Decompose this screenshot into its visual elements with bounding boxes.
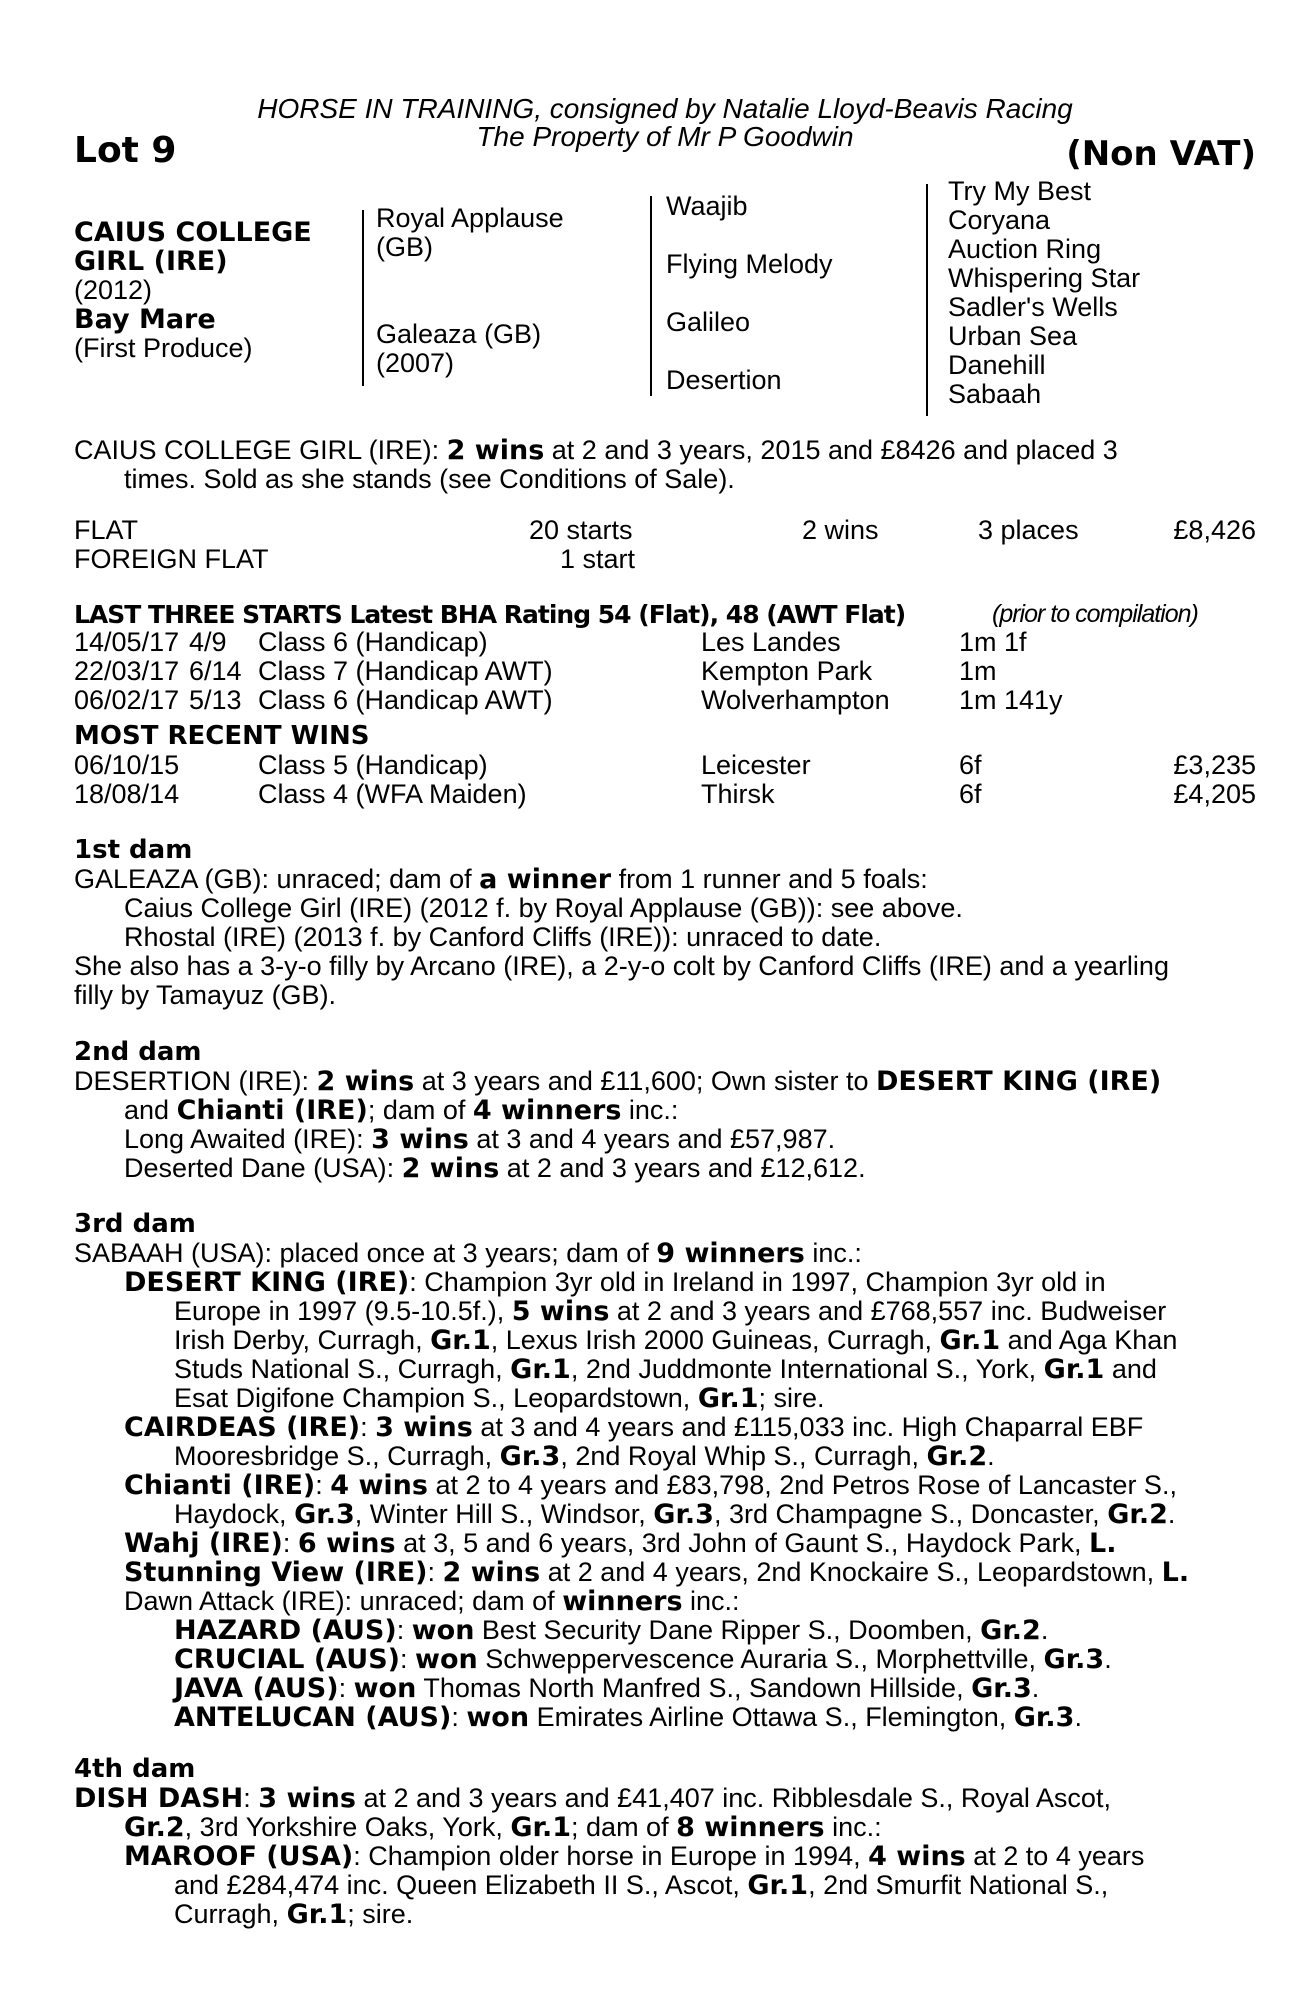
win-distance: 6f — [959, 779, 982, 809]
start-row — [74, 628, 1256, 657]
start-race: Class 7 (Handicap AWT) — [258, 656, 553, 686]
pedigree-divider-2 — [650, 196, 652, 396]
text: Gr.3 — [971, 1673, 1032, 1704]
pedigree-divider-3 — [926, 184, 928, 416]
text: Gr.1 — [286, 1899, 348, 1930]
summary-line2: times. Sold as she stands (see Conditions of Sale). — [124, 464, 735, 494]
text: inc.: — [682, 1586, 740, 1616]
text: , 2nd Royal Whip S., Curragh, — [560, 1441, 927, 1471]
text: Long Awaited (IRE): — [124, 1124, 372, 1154]
first-dam-line1 — [74, 865, 1256, 894]
record-starts: 20 starts — [529, 515, 633, 545]
text: won — [466, 1702, 530, 1733]
record-starts: 1 start — [560, 544, 636, 574]
text: Gr.2 — [124, 1812, 185, 1843]
start-distance: 1m 1f — [959, 627, 1027, 657]
sire — [376, 204, 564, 262]
text: . — [987, 1441, 995, 1471]
last-starts-heading: LAST THREE STARTS Latest BHA Rating 54 (Flat), 48 (AWT Flat) — [74, 600, 906, 629]
horse-name-line1: CAIUS COLLEGE — [74, 217, 312, 248]
text: and £284,474 inc. Queen Elizabeth II S., Ascot, — [174, 1870, 748, 1900]
text: at 2 to 4 years — [965, 1841, 1145, 1871]
entry-line — [174, 1500, 1256, 1529]
text: and — [124, 1095, 177, 1125]
text: 5 wins — [511, 1296, 610, 1327]
text: Irish Derby, Curragh, — [174, 1325, 431, 1355]
dam-line2: (2007) — [376, 348, 455, 378]
second-dam-section — [74, 1038, 1256, 1183]
text: 2 wins — [442, 1557, 541, 1588]
text: JAVA (AUS) — [174, 1673, 339, 1704]
second-dam-produce — [124, 1154, 1256, 1183]
second-dam-line2 — [124, 1096, 1256, 1125]
text: Gr.1 — [430, 1325, 491, 1356]
text: Gr.3 — [294, 1499, 355, 1530]
text: DESERTION (IRE): — [74, 1066, 317, 1096]
horse-name-line2: GIRL (IRE) — [74, 246, 228, 277]
gen3-item: Try My Best — [948, 176, 1092, 206]
text: : Champion 3yr old in Ireland in 1997, Champion 3yr old in — [409, 1267, 1106, 1297]
text: a winner — [479, 864, 612, 895]
text: Europe in 1997 (9.5-10.5f.), — [174, 1296, 512, 1326]
text: Gr.2 — [926, 1441, 988, 1472]
text: at 3 and 4 years and £115,033 inc. High Chaparral EBF — [472, 1412, 1144, 1442]
text: : — [315, 1470, 331, 1500]
text: : — [338, 1673, 354, 1703]
horse-year: (2012) — [74, 275, 153, 305]
text: , 2nd Smurfit National S., — [808, 1870, 1109, 1900]
text: and — [1104, 1354, 1157, 1384]
text: . — [1104, 1644, 1112, 1674]
last-starts-heading-row — [74, 600, 1256, 629]
text: Thomas North Manfred S., Sandown Hillside, — [416, 1673, 972, 1703]
text: Gr.1 — [747, 1870, 809, 1901]
entry-line — [124, 1413, 1256, 1442]
start-race: Class 6 (Handicap) — [258, 627, 488, 657]
record-type: FLAT — [74, 515, 139, 545]
text: Stunning View (IRE) — [124, 1557, 428, 1588]
text: winners — [562, 1586, 683, 1617]
text: won — [353, 1673, 417, 1704]
text: Gr.1 — [1043, 1354, 1105, 1385]
record-type: FOREIGN FLAT — [74, 544, 269, 574]
text: Gr.3 — [499, 1441, 561, 1472]
summary-horse: CAIUS COLLEGE GIRL (IRE): — [74, 435, 447, 465]
entry-line — [174, 1900, 1256, 1929]
text: inc.: — [824, 1812, 882, 1842]
text: at 2 and 3 years and £768,557 inc. Budweiser — [609, 1296, 1167, 1326]
fourth-dam-line2 — [124, 1813, 1256, 1842]
text: Gr.3 — [1013, 1702, 1075, 1733]
text: , 2nd Juddmonte International S., York, — [570, 1354, 1044, 1384]
text: Studs National S., Curragh, — [174, 1354, 511, 1384]
gen2-item: Flying Melody — [666, 249, 833, 279]
text: 2 wins — [401, 1153, 500, 1184]
gen3-item: Sadler's Wells — [948, 292, 1118, 322]
text: at 3 and 4 years and £57,987. — [468, 1124, 836, 1154]
text: Best Security Dane Ripper S., Doomben, — [474, 1615, 981, 1645]
java-entry — [74, 1674, 1256, 1703]
maroof-entry — [74, 1842, 1256, 1929]
text: , Winter Hill S., Windsor, — [354, 1499, 654, 1529]
text: Deserted Dane (USA): — [124, 1153, 402, 1183]
text: at 2 and 4 years, 2nd Knockaire S., Leopardstown, — [540, 1557, 1162, 1587]
start-date: 22/03/17 — [74, 656, 180, 686]
text: 4 winners — [472, 1095, 622, 1126]
horse-identity — [74, 218, 312, 363]
text: Chianti (IRE) — [176, 1095, 368, 1126]
text: Gr.3 — [1043, 1644, 1105, 1675]
text: DESERT KING (IRE) — [875, 1066, 1162, 1097]
start-race: Class 6 (Handicap AWT) — [258, 685, 553, 715]
entry-line — [174, 1355, 1256, 1384]
text: Chianti (IRE) — [124, 1470, 316, 1501]
stunning-view-entry — [74, 1558, 1256, 1587]
gen2-item: Desertion — [666, 365, 782, 395]
fourth-dam-section — [74, 1755, 1256, 1929]
wahj-entry — [74, 1529, 1256, 1558]
text: Schweppervescence Auraria S., Morphettville, — [477, 1644, 1044, 1674]
entry-line — [124, 1471, 1256, 1500]
start-course: Wolverhampton — [701, 685, 890, 715]
third-dam-line1 — [74, 1239, 1256, 1268]
horse-sex: Bay Mare — [74, 304, 216, 335]
text: and Aga Khan — [1000, 1325, 1178, 1355]
text: Gr.1 — [510, 1812, 572, 1843]
start-position: 5/13 — [189, 685, 242, 715]
vat-status: (Non VAT) — [1066, 134, 1256, 174]
text: 8 winners — [676, 1812, 825, 1843]
text: . — [1040, 1615, 1049, 1645]
text: : — [282, 1528, 298, 1558]
text: ; sire. — [347, 1899, 414, 1929]
text: Gr.3 — [653, 1499, 714, 1530]
start-distance: 1m 141y — [959, 685, 1063, 715]
start-position: 4/9 — [189, 627, 227, 657]
win-course: Leicester — [701, 750, 811, 780]
text: CRUCIAL (AUS) — [174, 1644, 401, 1675]
text: HAZARD (AUS) — [174, 1615, 397, 1646]
third-dam-section — [74, 1210, 1256, 1732]
text: ANTELUCAN (AUS) — [174, 1702, 452, 1733]
last-starts-note: (prior to compilation) — [992, 600, 1198, 628]
recent-wins-heading: MOST RECENT WINS — [74, 721, 370, 751]
text: 9 winners — [656, 1238, 805, 1269]
start-distance: 1m — [959, 656, 997, 686]
record-row — [74, 545, 1256, 574]
first-dam-produce: Rhostal (IRE) (2013 f. by Canford Cliffs (IRE)): unraced to date. — [124, 922, 882, 952]
text: Esat Digifone Champion S., Leopardstown, — [174, 1383, 698, 1413]
text: . — [1074, 1702, 1082, 1732]
text: at 2 and 3 years and £41,407 inc. Ribblesdale S., Royal Ascot, — [355, 1783, 1111, 1813]
summary-wins: 2 wins — [446, 435, 545, 466]
text: L. — [1088, 1528, 1117, 1559]
pedigree-divider-1 — [362, 210, 364, 386]
sire-line2: (GB) — [376, 232, 433, 262]
gen3-item: Auction Ring — [948, 234, 1102, 264]
horse-note: (First Produce) — [74, 333, 253, 363]
lot-number: Lot 9 — [74, 130, 177, 171]
text: 3 wins — [375, 1412, 473, 1443]
racing-summary — [74, 436, 1256, 494]
text: , Lexus Irish 2000 Guineas, Curragh, — [490, 1325, 940, 1355]
summary-line1 — [74, 436, 1256, 465]
text: : — [396, 1615, 412, 1645]
cairdeas-entry — [74, 1413, 1256, 1471]
text: L. — [1161, 1557, 1190, 1588]
gen3-item: Whispering Star — [948, 263, 1141, 293]
text: : Champion older horse in Europe in 1994, — [353, 1841, 869, 1871]
entry-line — [174, 1297, 1256, 1326]
first-dam-note: filly by Tamayuz (GB). — [74, 980, 337, 1010]
record-places: 3 places — [978, 515, 1079, 545]
win-row — [74, 780, 1256, 809]
text: won — [411, 1615, 475, 1646]
text: Gr.2 — [1107, 1499, 1168, 1530]
text: ; dam of — [367, 1095, 473, 1125]
text: , 3rd Yorkshire Oaks, York, — [184, 1812, 511, 1842]
text: Dawn Attack (IRE): unraced; dam of — [124, 1586, 563, 1616]
text: Emirates Airline Ottawa S., Flemington, — [529, 1702, 1014, 1732]
text: 6 wins — [297, 1528, 396, 1559]
text: Haydock, — [174, 1499, 295, 1529]
entry-line — [174, 1442, 1256, 1471]
win-date: 18/08/14 — [74, 779, 180, 809]
gen2-item: Waajib — [666, 191, 748, 221]
third-dam-heading: 3rd dam — [74, 1209, 196, 1239]
start-date: 06/02/17 — [74, 685, 180, 715]
win-prize: £3,235 — [1173, 750, 1256, 780]
record-wins: 2 wins — [802, 515, 879, 545]
first-dam-heading: 1st dam — [74, 835, 193, 865]
gen2-item: Galileo — [666, 307, 751, 337]
gen3-item: Sabaah — [948, 379, 1042, 409]
text: Wahj (IRE) — [124, 1528, 283, 1559]
text: Gr.1 — [697, 1383, 759, 1414]
entry-line — [124, 1842, 1256, 1871]
text: at 3, 5 and 6 years, 3rd John of Gaunt S., Haydock Park, — [395, 1528, 1089, 1558]
text: Gr.2 — [980, 1615, 1041, 1646]
gen3-item: Danehill — [948, 350, 1046, 380]
text: Curragh, — [174, 1899, 287, 1929]
dawn-attack-entry — [74, 1587, 1256, 1616]
gen3-item: Urban Sea — [948, 321, 1078, 351]
start-course: Les Landes — [701, 627, 841, 657]
win-row — [74, 751, 1256, 780]
text: 2 wins — [316, 1066, 415, 1097]
text: at 3 years and £11,600; Own sister to — [414, 1066, 876, 1096]
antelucan-entry — [74, 1703, 1256, 1732]
consignor-line: HORSE IN TRAINING, consigned by Natalie Lloyd-Beavis Racing — [257, 93, 1073, 124]
text: DESERT KING (IRE) — [124, 1267, 410, 1298]
text: inc.: — [621, 1095, 679, 1125]
text: ; dam of — [571, 1812, 677, 1842]
text: DISH DASH — [74, 1783, 244, 1814]
first-dam-section — [74, 836, 1256, 1010]
entry-line — [124, 1268, 1256, 1297]
text: MAROOF (USA) — [124, 1841, 354, 1872]
record-row — [74, 516, 1256, 545]
start-row — [74, 686, 1256, 715]
start-course: Kempton Park — [701, 656, 873, 686]
first-dam-produce: Caius College Girl (IRE) (2012 f. by Royal Applause (GB)): see above. — [124, 893, 963, 923]
text: : — [360, 1412, 376, 1442]
start-position: 6/14 — [189, 656, 242, 686]
text: 3 wins — [371, 1124, 469, 1155]
text: 3 wins — [258, 1783, 356, 1814]
second-dam-heading: 2nd dam — [74, 1037, 202, 1067]
win-prize: £4,205 — [1173, 779, 1256, 809]
recent-wins-heading-row — [74, 722, 1256, 751]
text: ; sire. — [758, 1383, 825, 1413]
text: Mooresbridge S., Curragh, — [174, 1441, 500, 1471]
text: : — [451, 1702, 467, 1732]
text: Gr.1 — [510, 1354, 571, 1385]
text: 4 wins — [330, 1470, 428, 1501]
text: : — [243, 1783, 259, 1813]
record-prize: £8,426 — [1173, 515, 1256, 545]
text: : — [427, 1557, 443, 1587]
dam — [376, 320, 541, 378]
hazard-entry — [74, 1616, 1256, 1645]
text: from 1 runner and 5 foals: — [611, 864, 928, 894]
text: : — [400, 1644, 416, 1674]
text: CAIRDEAS (IRE) — [124, 1412, 361, 1443]
entry-line — [174, 1384, 1256, 1413]
text: won — [415, 1644, 478, 1675]
first-dam-note: She also has a 3-y-o filly by Arcano (IRE), a 2-y-o colt by Canford Cliffs (IRE) and a yearling — [74, 951, 1169, 981]
win-distance: 6f — [959, 750, 982, 780]
crucial-entry — [74, 1645, 1256, 1674]
second-dam-produce — [124, 1125, 1256, 1154]
text: , 3rd Champagne S., Doncaster, — [713, 1499, 1108, 1529]
gen3-item: Coryana — [948, 205, 1051, 235]
entry-line — [174, 1871, 1256, 1900]
text: at 2 to 4 years and £83,798, 2nd Petros Rose of Lancaster S., — [427, 1470, 1177, 1500]
text: . — [1031, 1673, 1040, 1703]
text: at 2 and 3 years and £12,612. — [499, 1153, 866, 1183]
text: 4 wins — [868, 1841, 966, 1872]
text: inc.: — [804, 1238, 862, 1268]
dam-line1: Galeaza (GB) — [376, 319, 542, 349]
fourth-dam-heading: 4th dam — [74, 1754, 196, 1784]
desert-king-entry — [74, 1268, 1256, 1413]
property-line: The Property of Mr P Goodwin — [476, 121, 854, 152]
fourth-dam-line1 — [74, 1784, 1256, 1813]
text: GALEAZA (GB): unraced; dam of — [74, 864, 480, 894]
win-race: Class 5 (Handicap) — [258, 750, 488, 780]
start-row — [74, 657, 1256, 686]
entry-line — [174, 1326, 1256, 1355]
text: Gr.1 — [939, 1325, 1001, 1356]
win-race: Class 4 (WFA Maiden) — [258, 779, 527, 809]
text: SABAAH (USA): placed once at 3 years; dam of — [74, 1238, 657, 1268]
win-course: Thirsk — [701, 779, 775, 809]
text: . — [1167, 1499, 1176, 1529]
win-date: 06/10/15 — [74, 750, 180, 780]
second-dam-line1 — [74, 1067, 1256, 1096]
chianti-entry — [74, 1471, 1256, 1529]
summary-rest1: at 2 and 3 years, 2015 and £8426 and placed 3 — [544, 435, 1118, 465]
sire-line1: Royal Applause — [376, 203, 564, 233]
start-date: 14/05/17 — [74, 627, 180, 657]
